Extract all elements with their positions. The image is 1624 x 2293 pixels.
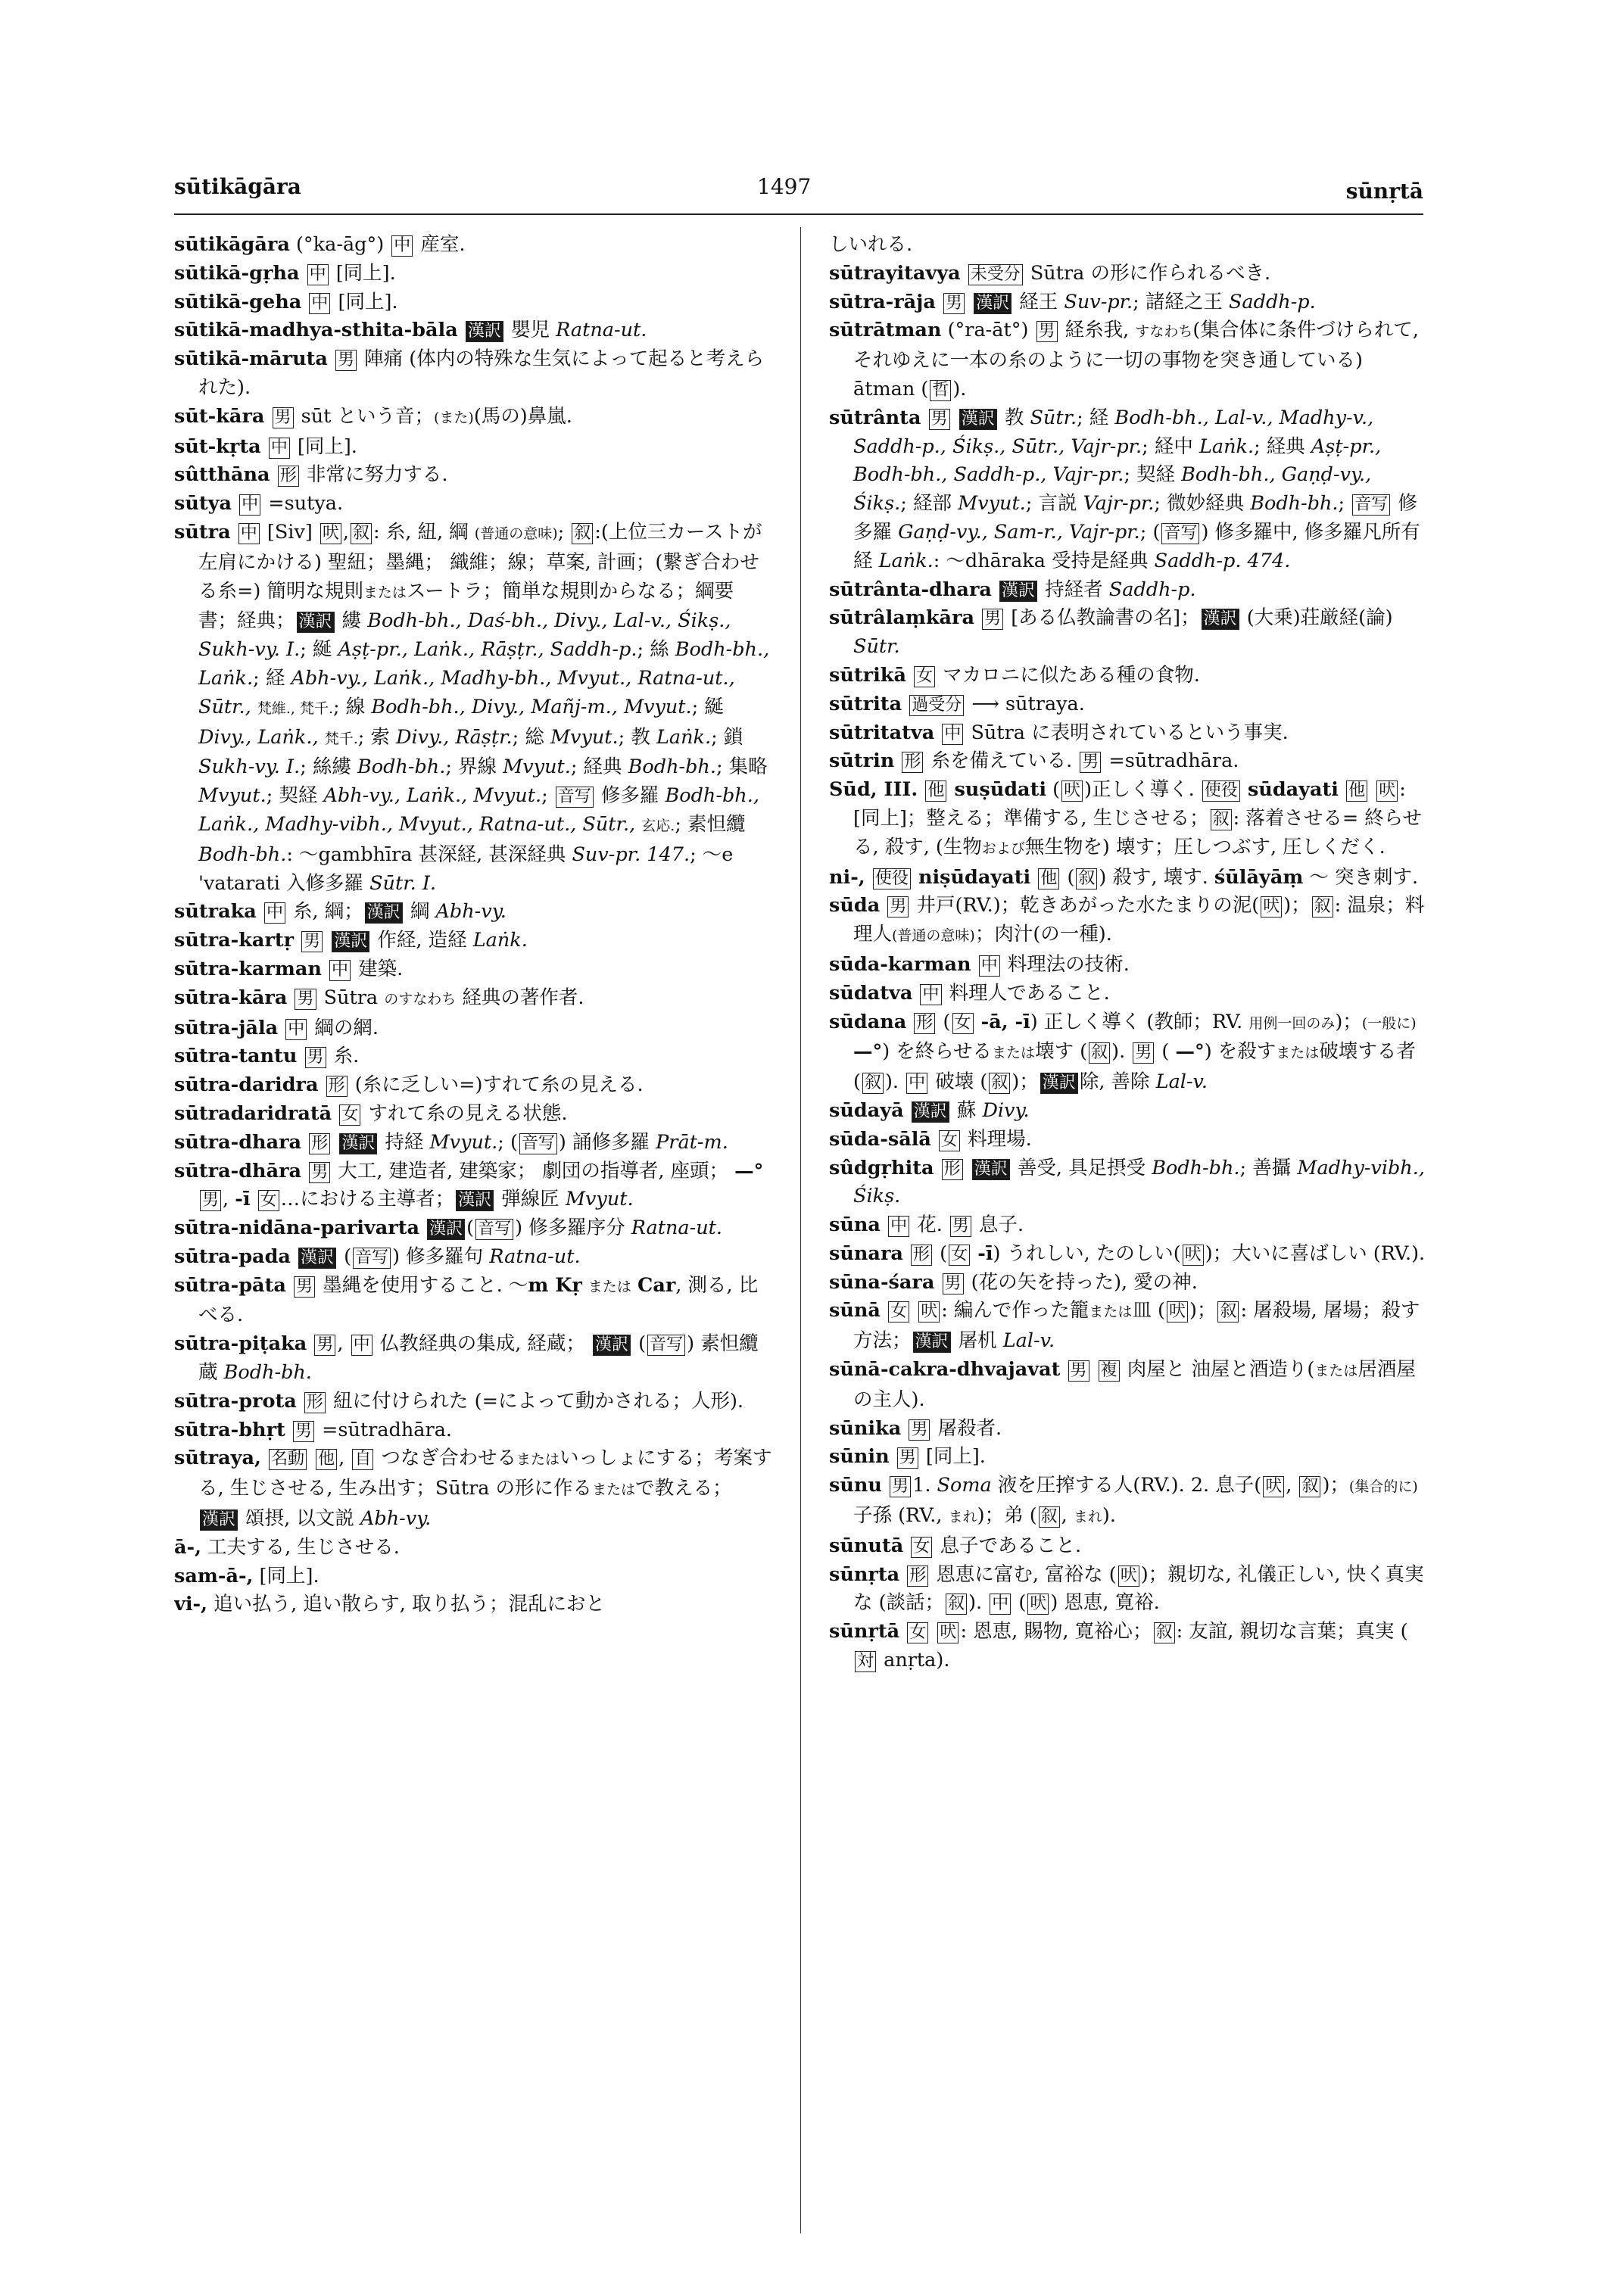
dictionary-entry: sūtra-piṭaka 男 , 中 仏教経典の集成, 経蔵； 漢訳 ( 音写 ) 素怛纜蔵 Bodh-bh. — [174, 1332, 759, 1385]
right-column — [829, 231, 1427, 2237]
dictionary-entry: sūdatva 中 料理人であること. — [829, 981, 1110, 1005]
dictionary-entry: sûdgṛhita 形 漢訳 善受, 具足摂受 Bodh-bh.; 善攝 Madhy-vibh., Śikṣ. — [829, 1156, 1425, 1208]
dictionary-entry: sūnara 形 ( 女 -ī) うれしい, たのしい( 吠 )；大いに喜ばしい (RV.). — [829, 1242, 1426, 1265]
dictionary-entry: sūtrânta-dhara 漢訳 持経者 Saddh-p. — [829, 578, 1196, 601]
dictionary-entry: sūdayā 漢訳 蘇 Divy. — [829, 1098, 1030, 1122]
running-head-left: sūtikāgāra — [174, 174, 301, 199]
dictionary-entry: sūt-kṛta 中 [同上]. — [174, 435, 357, 458]
dictionary-entry: sūtra-nidāna-parivarta 漢訳 ( 音写 ) 修多羅序分 Ratna-ut. — [174, 1217, 723, 1240]
dictionary-entry: sūtra-kartṛ 男 漢訳 作経, 造経 Laṅk. — [174, 929, 528, 952]
dictionary-entry: sūtra-dhara 形 漢訳 持経 Mvyut.; ( 音写 ) 誦修多羅 Prāt-m. — [174, 1130, 728, 1154]
dictionary-entry: sūtikā-geha 中 [同上]. — [174, 290, 398, 313]
dictionary-entry: sūtra-pada 漢訳 ( 音写 ) 修多羅句 Ratna-ut. — [174, 1245, 581, 1268]
left-column — [174, 231, 772, 2237]
dictionary-entry: sūda-karman 中 料理法の技術. — [829, 952, 1130, 976]
dictionary-entry: sūtra-tantu 男 糸. — [174, 1045, 360, 1068]
dictionary-entry: sūtikā-madhya-sthita-bāla 漢訳 嬰児 Ratna-ut. — [174, 319, 647, 342]
dictionary-entry: sūtrâlaṃkāra 男 [ある仏教論書の名]； 漢訳 (大乗)荘厳経(論) Sūtr. — [829, 606, 1393, 659]
page-number: 1497 — [757, 174, 812, 199]
page-header — [174, 168, 1423, 215]
dictionary-entry: sūtra-pāta 男 墨縄を使用すること. 〜m Kṛ または Car, 測る, 比べる. — [174, 1273, 759, 1327]
dictionary-entry: sūnṛtā 女 吠 : 恩恵, 賜物, 寛裕心； 叙 : 友誼, 親切な言葉；真実 (対 anṛta). — [829, 1620, 1408, 1672]
dictionary-entry: sūtrayitavya 未受分 Sūtra の形に作られるべき. — [829, 261, 1271, 285]
dictionary-entry: sūtra-dhāra 男 大工, 建造者, 建築家； 劇団の指導者, 座頭； —° 男 , -ī 女 …における主導者； 漢訳 弾線匠 Mvyut. — [174, 1159, 764, 1211]
dictionary-entry: sūtraka 中 糸, 綱； 漢訳 綱 Abh-vy. — [174, 900, 507, 924]
dictionary-entry: sūtrikā 女 マカロニに似たある種の食物. — [829, 663, 1200, 687]
dictionary-entry: sūtikā-gṛha 中 [同上]. — [174, 261, 396, 285]
dictionary-entry: sūnutā 女 息子であること. — [829, 1534, 1082, 1557]
dictionary-entry: sūtra-karman 中 建築. — [174, 957, 404, 980]
dictionary-entry: sūtra-daridra 形 (糸に乏しい=)すれて糸の見える. — [174, 1073, 644, 1097]
dictionary-entry: sūnin 男 [同上]. — [829, 1445, 986, 1469]
dictionary-entry: sūtrin 形 糸を備えている. 男 =sūtradhāra. — [829, 749, 1239, 773]
dictionary-entry: sūtradaridratā 女 すれて糸の見える状態. — [174, 1101, 568, 1125]
dictionary-entry: sūtya 中 =sutya. — [174, 492, 344, 516]
dictionary-entry: sûtthāna 形 非常に努力する. — [174, 463, 448, 487]
dictionary-entry: sūtra-rāja 男 漢訳 経王 Suv-pr.; 諸経之王 Saddh-p. — [829, 290, 1316, 313]
dictionary-entry: sam-ā-, [同上]. — [174, 1564, 320, 1587]
column-divider — [800, 227, 801, 2233]
dictionary-entry: sūtra-kāra 男 Sūtra のすなわち 経典の著作者. — [174, 986, 584, 1009]
dictionary-entry: sūtraya, 名動 他 , 自 つなぎ合わせるまたはいっしょにする；考案する, 生じさせる, 生み出す；Sūtra の形に作るまたはで教える；漢訳 頌摂, 以文説 Abh-vy. — [174, 1447, 772, 1531]
dictionary-entry: sūtikāgāra (°ka-āg°) 中 産室. — [174, 233, 466, 256]
dictionary-entry: vi-, 追い払う, 追い散らす, 取り払う；混乱におと — [174, 1593, 605, 1616]
dictionary-entry: sūnika 男 屠殺者. — [829, 1416, 1002, 1440]
dictionary-entry: sūda-sālā 女 料理場. — [829, 1127, 1032, 1151]
dictionary-entry: sūtra 中 [Siv] 吠 , 叙 : 糸, 紐, 綱 (普通の意味); 叙 :(上位三カーストが左肩にかける) 聖紐；墨縄； 織維；線；草案, 計画；(繋ぎ合わせる糸=) 簡明な規則またはスートラ；簡単な規則からなる；綱要書；経典； 漢訳 縷 Bodh-bh., Daś-bh., Divy., Lal-v., Śikṣ., Sukh-vy. I.; 綖 Aṣṭ-pr., Laṅk., Rāṣṭr., Saddh-p.; 絲 Bodh-bh., Laṅk.; 経 Abh-vy., Laṅk., Madhy-bh., Mvyut., Ratna-ut., Sūtr., 梵維., 梵千.; 線 Bodh-bh., Divy., Mañj-m., Mvyut.; 綖 Divy., Laṅk., 梵千.; 索 Divy., Rāṣṭr.; 総 Mvyut.; 教 Laṅk.; 鎖 Sukh-vy. I.; 絲縷 Bodh-bh.; 界線 Mvyut.; 経典 Bodh-bh.; 集略 Mvyut.; 契経 Abh-vy., Laṅk., Mvyut.; 音写 修多羅 Bodh-bh., Laṅk., Madhy-vibh., Mvyut., Ratna-ut., Sūtr., 玄応.; 素怛纜 Bodh-bh.: 〜gambhīra 甚深経, 甚深経典 Suv-pr. 147.; 〜e 'vatarati 入修多羅 Sūtr. I. — [174, 520, 770, 895]
dictionary-entry: しいれる. — [829, 233, 913, 256]
dictionary-entry: sūtikā-māruta 男 陣痛 (体内の特殊な生気によって起ると考えられた). — [174, 347, 765, 399]
dictionary-entry: sūnu 男 1. Soma 液を圧搾する人(RV.). 2. 息子( 吠 , 叙 )；(集合的に) 子孫 (RV., まれ)；弟 ( 叙 , まれ). — [829, 1474, 1418, 1528]
dictionary-entry: sūna 中 花. 男 息子. — [829, 1213, 1024, 1237]
dictionary-entry: sūtritatva 中 Sūtra に表明されているという事実. — [829, 721, 1289, 744]
dictionary-entry: sūna-śara 男 (花の矢を持った), 愛の神. — [829, 1270, 1198, 1294]
dictionary-entry: sūnā 女 吠 : 編んで作った籠または皿 ( 吠 )； 叙 : 屠殺場, 屠場；殺す方法； 漢訳 屠机 Lal-v. — [829, 1299, 1420, 1353]
dictionary-entry: sūtrânta 男 漢訳 教 Sūtr.; 経 Bodh-bh., Lal-v., Madhy-v., Saddh-p., Śikṣ., Sūtr., Vajr-pr.; 経中 Laṅk.; 経典 Aṣṭ-pr., Bodh-bh., Saddh-p., Vajr-pr.; 契経 Bodh-bh., Gaṇḍ-vy., Śikṣ.; 経部 Mvyut.; 言説 Vajr-pr.; 微妙経典 Bodh-bh.; 音写 修多羅 Gaṇḍ-vy., Sam-r., Vajr-pr.; ( 音写 ) 修多羅中, 修多羅凡所有経 Laṅk.: 〜dhāraka 受持是経典 Saddh-p. 474. — [829, 406, 1420, 572]
dictionary-entry: sūnā-cakra-dhvajavat 男 複 肉屋と 油屋と酒造り(または居酒屋の主人). — [829, 1358, 1416, 1411]
running-head-right: sūnṛtā — [1345, 179, 1423, 204]
dictionary-entry: sūdana 形 ( 女 -ā, -ī) 正しく導く (教師；RV. 用例一回のみ)；(一般に) —°) を終らせるまたは壊す ( 叙 ). 男 ( —°) を殺すまたは破壊する者 ( 叙 ). 中 破壊 ( 叙 )； 漢訳 除, 善除 Lal-v. — [829, 1010, 1417, 1094]
dictionary-entry: sūda 男 井戸(RV.)；乾きあがった水たまりの泥( 吠 )； 叙 : 温泉；料理人(普通の意味)；肉汁(の一種). — [829, 894, 1425, 946]
dictionary-entry: ā-, 工夫する, 生じさせる. — [174, 1535, 400, 1559]
dictionary-entry: sūtrātman (°ra-āt°) 男 経糸我, すなわち(集合体に条件づけられて, それゆえに一本の糸のように一切の事物を突き通している) ātman ( 哲 ). — [829, 319, 1419, 400]
dictionary-entry: sūt-kāra 男 sūt という音；(また)(馬の)鼻嵐. — [174, 404, 572, 428]
dictionary-entry: ni-, 使役 niṣūdayati 他 ( 叙 ) 殺す, 壊す. śūlāyāṃ 〜 突き刺す. — [829, 865, 1419, 889]
dictionary-entry: sūtra-bhṛt 男 =sūtradhāra. — [174, 1418, 453, 1441]
dictionary-entry: sūtrita 過受分 ⟶ sūtraya. — [829, 692, 1085, 715]
dictionary-entry: sūnṛta 形 恩恵に富む, 富裕な ( 吠 )；親切な, 礼儀正しい, 快く真実な (談話； 叙 ). 中 ( 吠 ) 恩恵, 寛裕. — [829, 1562, 1424, 1615]
dictionary-entry: sūtra-jāla 中 綱の網. — [174, 1016, 379, 1039]
dictionary-entry: Sūd, III. 他 suṣūdati ( 吠 )正しく導く. 使役 sūdayati 他 吠 : [同上]；整える；準備する, 生じさせる； 叙 : 落着させる= 終らせる, 殺す, (生物および無生物を) 壊す；圧しつぶす, 圧しくだく. — [829, 778, 1423, 858]
dictionary-entry: sūtra-prota 形 紐に付けられた (=によって動かされる；人形). — [174, 1389, 744, 1413]
